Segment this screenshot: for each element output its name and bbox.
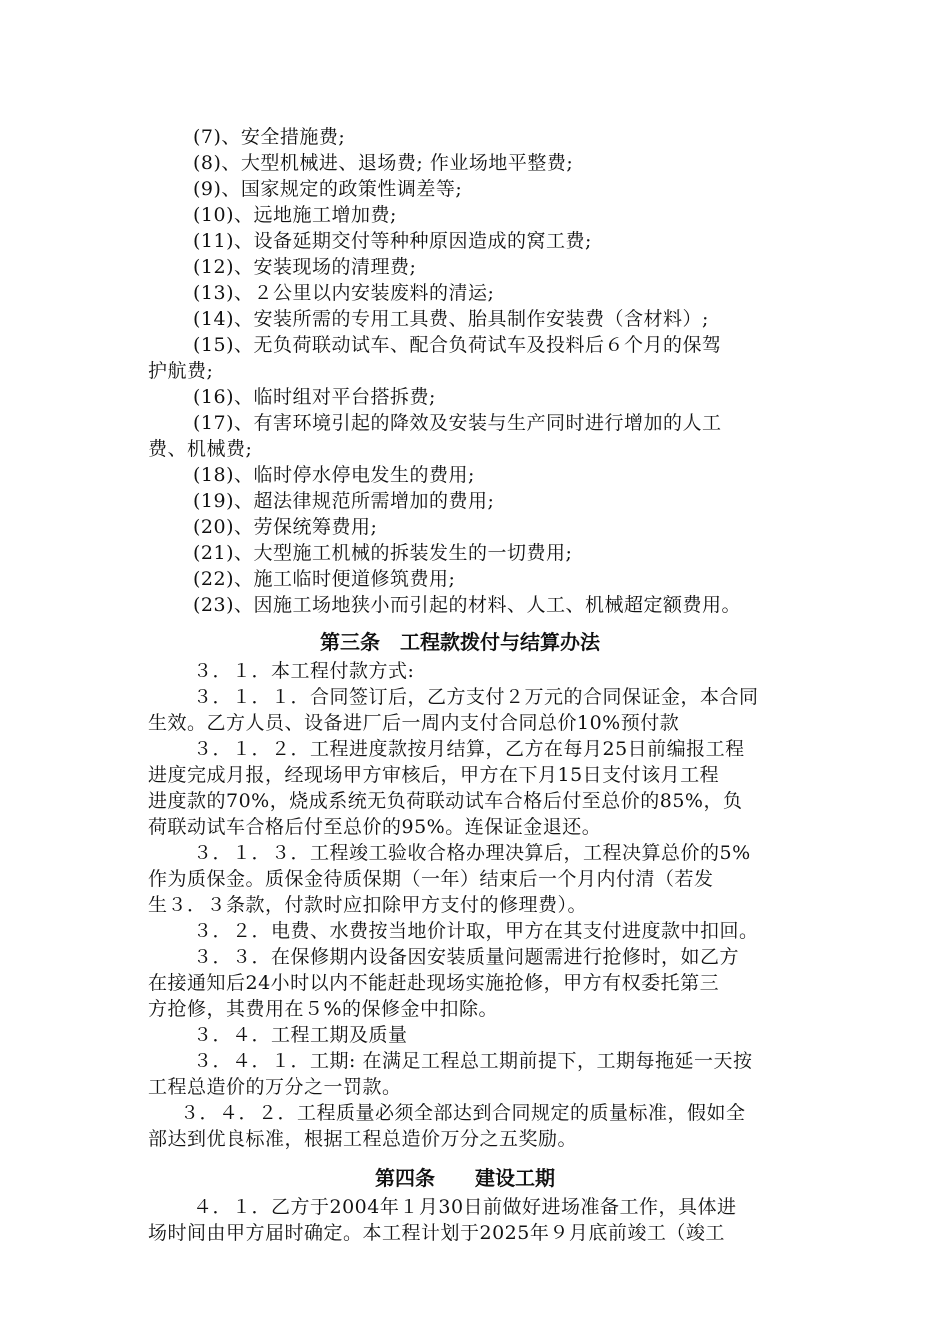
article3-line: 进度完成月报，经现场甲方审核后，甲方在下月15日支付该月工程 — [148, 764, 720, 786]
article3-line: ３．１．２．工程进度款按月结算，乙方在每月25日前编报工程 — [193, 738, 745, 760]
article3-line: 方抢修，其费用在５%的保修金中扣除。 — [148, 998, 499, 1020]
fee-item-18: (18)、临时停水停电发生的费用; — [193, 464, 475, 486]
fee-item-8: (8)、大型机械进、退场费; 作业场地平整费; — [193, 152, 574, 174]
article3-line: 在接通知后24小时以内不能赶赴现场实施抢修，甲方有权委托第三 — [148, 972, 720, 994]
article3-heading: 第三条 工程款拨付与结算办法 — [320, 630, 600, 654]
article3-line: 生效。乙方人员、设备进厂后一周内支付合同总价10%预付款 — [148, 712, 680, 734]
article3-line: ３．４．工程工期及质量 — [193, 1024, 408, 1046]
article3-line: ３．２．电费、水费按当地价计取，甲方在其支付进度款中扣回。 — [193, 920, 759, 942]
article3-line: ３．４．２．工程质量必须全部达到合同规定的质量标准，假如全 — [180, 1102, 746, 1124]
fee-item-21: (21)、大型施工机械的拆装发生的一切费用; — [193, 542, 573, 564]
fee-item-22: (22)、施工临时便道修筑费用; — [193, 568, 456, 590]
article3-line: 作为质保金。质保金待质保期（一年）结束后一个月内付清（若发 — [148, 868, 714, 890]
article3-line: ３．１．１．合同签订后，乙方支付２万元的合同保证金，本合同 — [193, 686, 759, 708]
fee-item-10: (10)、远地施工增加费; — [193, 204, 397, 226]
fee-item-9: (9)、国家规定的政策性调差等; — [193, 178, 463, 200]
fee-item-16: (16)、临时组对平台搭拆费; — [193, 386, 436, 408]
article3-line: ３．１．本工程付款方式: — [193, 660, 415, 682]
article3-line: 部达到优良标准，根据工程总造价万分之五奖励。 — [148, 1128, 578, 1150]
article3-line: 进度款的70%，烧成系统无负荷联动试车合格后付至总价的85%，负 — [148, 790, 743, 812]
article3-line: 生３．３条款，付款时应扣除甲方支付的修理费）。 — [148, 894, 588, 916]
fee-item-12: (12)、安装现场的清理费; — [193, 256, 417, 278]
article3-line: ３．４．１．工期: 在满足工程总工期前提下，工期每拖延一天按 — [193, 1050, 753, 1072]
fee-item-20: (20)、劳保统筹费用; — [193, 516, 378, 538]
fee-item-17-cont: 费、机械费; — [148, 438, 253, 460]
fee-item-23: (23)、因施工场地狭小而引起的材料、人工、机械超定额费用。 — [193, 594, 742, 616]
article3-line: 工程总造价的万分之一罚款。 — [148, 1076, 402, 1098]
fee-item-11: (11)、设备延期交付等种种原因造成的窝工费; — [193, 230, 592, 252]
fee-item-14: (14)、安装所需的专用工具费、胎具制作安装费（含材料）; — [193, 308, 709, 330]
fee-item-15-cont: 护航费; — [148, 360, 214, 382]
fee-item-13: (13)、２公里以内安装废料的清运; — [193, 282, 495, 304]
fee-item-17: (17)、有害环境引起的降效及安装与生产同时进行增加的人工 — [193, 412, 722, 434]
fee-item-7: (7)、安全措施费; — [193, 126, 346, 148]
article3-line: 荷联动试车合格后付至总价的95%。连保证金退还。 — [148, 816, 602, 838]
article4-heading: 第四条 建设工期 — [375, 1166, 555, 1190]
fee-item-19: (19)、超法律规范所需增加的费用; — [193, 490, 495, 512]
article3-line: ３．３．在保修期内设备因安装质量问题需进行抢修时，如乙方 — [193, 946, 740, 968]
article4-line: ４．１．乙方于2004年１月30日前做好进场准备工作，具体进 — [193, 1196, 737, 1218]
article4-line: 场时间由甲方届时确定。本工程计划于2025年９月底前竣工（竣工 — [148, 1222, 725, 1244]
article3-line: ３．１．３．工程竣工验收合格办理决算后，工程决算总价的5% — [193, 842, 751, 864]
fee-item-15: (15)、无负荷联动试车、配合负荷试车及投料后６个月的保驾 — [193, 334, 722, 356]
